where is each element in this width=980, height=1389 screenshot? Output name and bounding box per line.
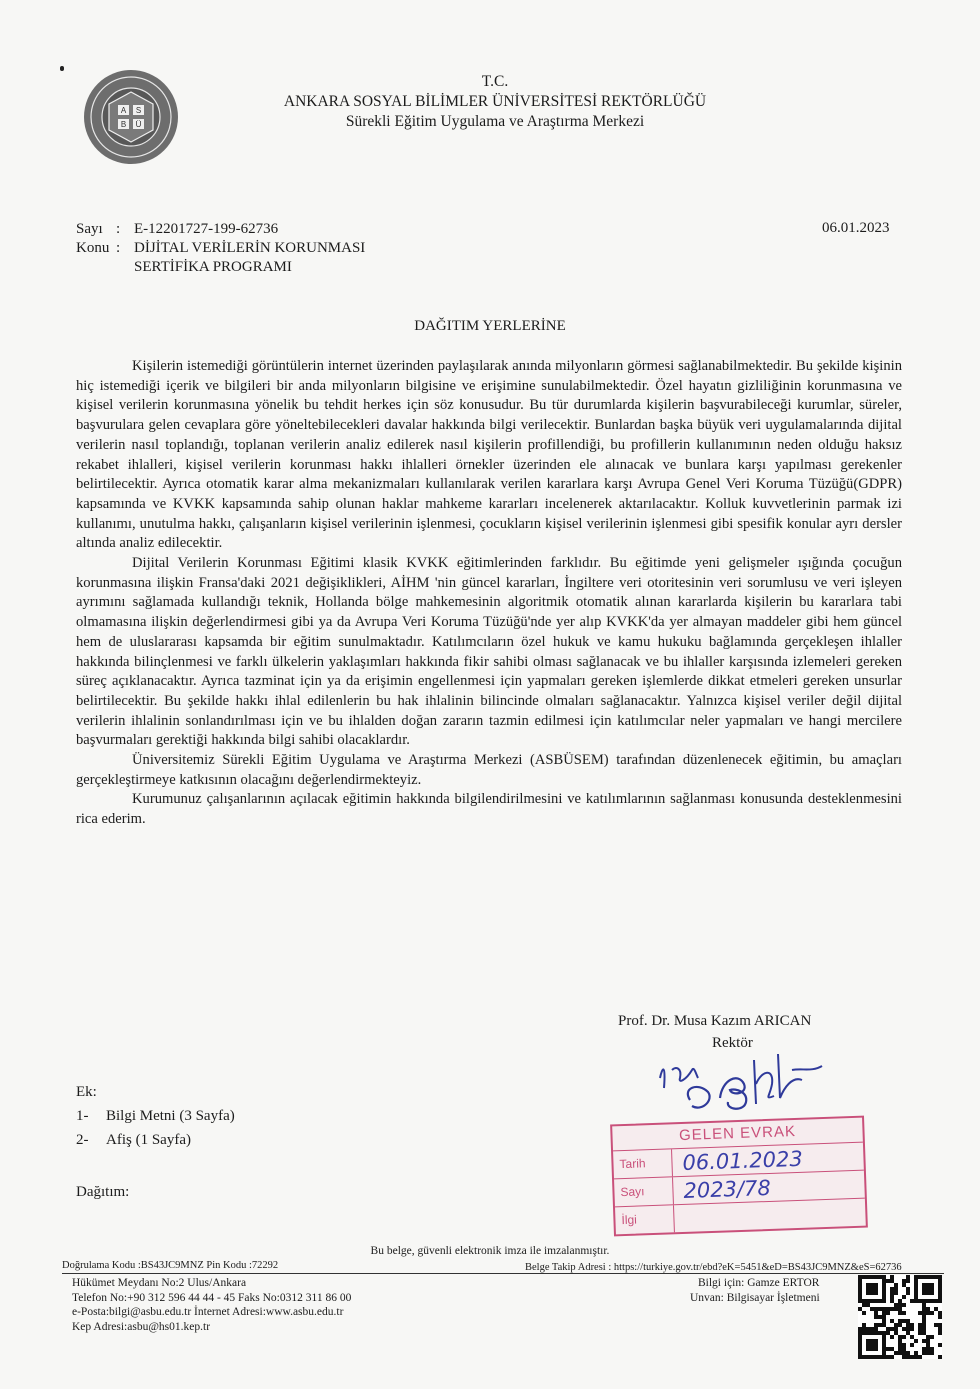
unit-name: Sürekli Eğitim Uygulama ve Araştırma Merkezi — [345, 113, 645, 130]
attachment-number: 2- — [76, 1132, 89, 1148]
sayi-label: Sayı — [76, 221, 103, 237]
konu-label: Konu — [76, 240, 110, 256]
country-line: T.C. — [481, 73, 509, 90]
sayi-value: E-12201727-199-62736 — [134, 221, 279, 237]
tracking-address[interactable]: Belge Takip Adresi : https://turkiye.gov.tr/ebd?eK=5451&eD=BS43JC9MNZ&eS=62736 — [525, 1262, 902, 1273]
letterhead — [150, 72, 840, 132]
esignature-note: Bu belge, güvenli elektronik imza ile imzalanmıştır. — [370, 1245, 610, 1257]
verification-code: Doğrulama Kodu :BS43JC9MNZ Pin Kodu :72292 — [62, 1260, 279, 1271]
handwritten-signature — [652, 1040, 842, 1120]
addressee: DAĞITIM YERLERİNE — [414, 318, 566, 334]
letter-body — [76, 357, 902, 830]
footer-address-line: Telefon No:+90 312 596 44 44 - 45 Faks No:0312 311 86 00 — [72, 1291, 352, 1304]
institution-name: ANKARA SOSYAL BİLİMLER ÜNİVERSİTESİ REKTÖRLÜĞÜ — [283, 93, 707, 110]
attachment-item — [76, 1104, 235, 1128]
stamp-ilgi-label: İlgi — [615, 1205, 675, 1234]
body-paragraph: Üniversitemiz Sürekli Eğitim Uygulama ve Araştırma Merkezi (ASBÜSEM) tarafından düzenlenecek eğitimin, bu amaçları gerçekleştirmeye katkısının olacağını değerlendirmekteyiz. — [76, 752, 902, 788]
info-contact-name: Bilgi için: Gamze ERTOR — [698, 1277, 820, 1289]
footer-divider — [62, 1273, 944, 1274]
stamp-tarih-label: Tarih — [613, 1149, 673, 1178]
attachment-number: 1- — [76, 1108, 89, 1124]
footer-address-line: e-Posta:bilgi@asbu.edu.tr İnternet Adresi:www.asbu.edu.tr — [72, 1306, 344, 1318]
stamp-sayi-value: 2023/78 — [683, 1175, 772, 1203]
signatory-title: Rektör — [712, 1035, 753, 1051]
seal-letter: Ü — [135, 120, 142, 129]
qr-code-icon[interactable] — [858, 1275, 942, 1359]
stamp-title: GELEN EVRAK — [612, 1118, 863, 1152]
document-meta — [76, 220, 365, 277]
seal-letter: S — [135, 106, 142, 115]
attachment-text: Bilgi Metni (3 Sayfa) — [106, 1108, 235, 1124]
scan-speck — [60, 66, 64, 71]
seal-letter: B — [120, 120, 127, 129]
footer-address — [72, 1276, 351, 1334]
footer-address-line: Hükümet Meydanı No:2 Ulus/Ankara — [72, 1277, 247, 1289]
distribution-label: Dağıtım: — [76, 1184, 130, 1200]
document-date: 06.01.2023 — [822, 220, 890, 236]
seal-letter: A — [120, 106, 127, 115]
body-paragraph: Kurumunuz çalışanlarının açılacak eğitimin hakkında bilgilendirilmesini ve katılımlarının sağlanması konusunda desteklenmesini rica ederim. — [76, 791, 902, 828]
signatory-name: Prof. Dr. Musa Kazım ARICAN — [618, 1013, 812, 1029]
stamp-sayi-label: Sayı — [614, 1177, 674, 1206]
attachment-text: Afiş (1 Sayfa) — [106, 1132, 191, 1148]
body-paragraph: Dijital Verilerin Korunması Eğitimi klasik KVKK eğitimlerinden farklıdır. Bu eğitimde yeni gelişmeler ışığında çocuğun korunmasına ilişkin Fransa'daki 2021 değişiklikleri, AİHM 'nin güncel kararları, İngiltere veri otoritesinin veri sorumlusu ve veri işleyen ayrımını sağlamada kullandığı teknik, Hollanda bölge mahkemesinin algoritmik otomatik alınan kararlarda kişilerin bu kararlara tabi olmamasına ilişkin değerlendirmesi gibi ya da Avrupa Veri Koruma Tüzüğü'nde yer alıp KVKK'da yer almayan maddeler gibi hem güncel hem de uluslararası kapsamda bir eğitim sunulmaktadır. Katılımcıların özel hukuk ve kamu hukuku bağlamında gerçekleşen ihlaller hakkında bilinçlenmesi ve farklı ülkelerin yaklaşımları hakkında fikir sahibi olması sağlanacak ve bu ihlaller karşısında izlemeleri gereken süreç açıklanacaktır. Ayrıca tazminat için ya da erişimin engellenmesi için yapmaları gereken işlemlerde dikkat etmeleri gereken unsurlar belirtilecektir. Bu şekilde hakkı ihlal edilenlerin bu hak ihlalinin bilincinde olmaları sağlanacaktır. Yalnızca kişisel veriler değil dijital verilerin ihlalinin sonlandırılması için ve bu ihlalden doğan zararın tazmin edilmesi için katılımcılar neler yapmaları ve hangi mercilere başvurmaları gerektiği hakkında bilgi sahibi olacaklardır. — [76, 555, 902, 749]
footer-address-line: Kep Adresi:asbu@hs01.kep.tr — [72, 1320, 211, 1333]
konu-line-2: SERTİFİKA PROGRAMI — [134, 259, 292, 275]
attachments-label: Ek: — [76, 1084, 97, 1100]
konu-line-1: DİJİTAL VERİLERİN KORUNMASI — [134, 240, 366, 256]
stamp-tarih-value: 06.01.2023 — [682, 1146, 804, 1175]
attachments — [76, 1080, 235, 1152]
separator: : — [116, 221, 121, 237]
body-paragraph: Kişilerin istemediği görüntülerin internet üzerinden paylaşılarak anında milyonların görmesi sağlanabilmektedir. Bu şekilde kişinin hiç istemediği içerik ve bilgileri bir anda milyonların bilgisine ve erişimine sunulabilmektedir. Özel hayatın gizliliğinin korunmasına ve kişisel verilerin korunmasına yönelik bu tehdit herkes için söz konusudur. Bu tür durumlarda kişilerin başvurabileceği kurumlar, süreler, başvurulara gelen cevaplara göre yöneltebilecekleri davalar hakkında bilgi verilecektir. Bunlardan başka büyük veri uygulamalarında dijital verilerin nasıl toplandığı, toplanan verilerin analiz edilerek nasıl kişilerin profillendiği, bu profillerin kullanımının neden olduğu haksız rekabet ihlalleri, kişisel verilerin korunması hakkı ihlalleri örnekler üzerinden ele alınacak ve bunlara karşı yapılması gerekenler belirtilecektir. Ayrıca otomatik karar alma mekanizmaları kullanılarak verilen kararlara karşı Avrupa Genel Veri Koruma Tüzüğü(GDPR) kapsamında ve KVKK kapsamında sahip olunan haklar mahkeme kararları incelenerek aktarılacaktır. Kolluk kuvvetlerinin parmak izi kullanımı, unutulma hakkı, çalışanların kişisel verilerinin işlenmesi, çocukların kişisel verilerinin işlenmesi gibi spesifik konular ayrı dersler altında analiz edilecektir. — [76, 358, 902, 552]
info-contact — [690, 1276, 848, 1306]
separator: : — [116, 240, 121, 256]
incoming-document-stamp — [610, 1116, 868, 1237]
info-contact-title: Unvan: Bilgisayar İşletmeni — [690, 1292, 820, 1304]
attachment-item — [76, 1128, 235, 1152]
